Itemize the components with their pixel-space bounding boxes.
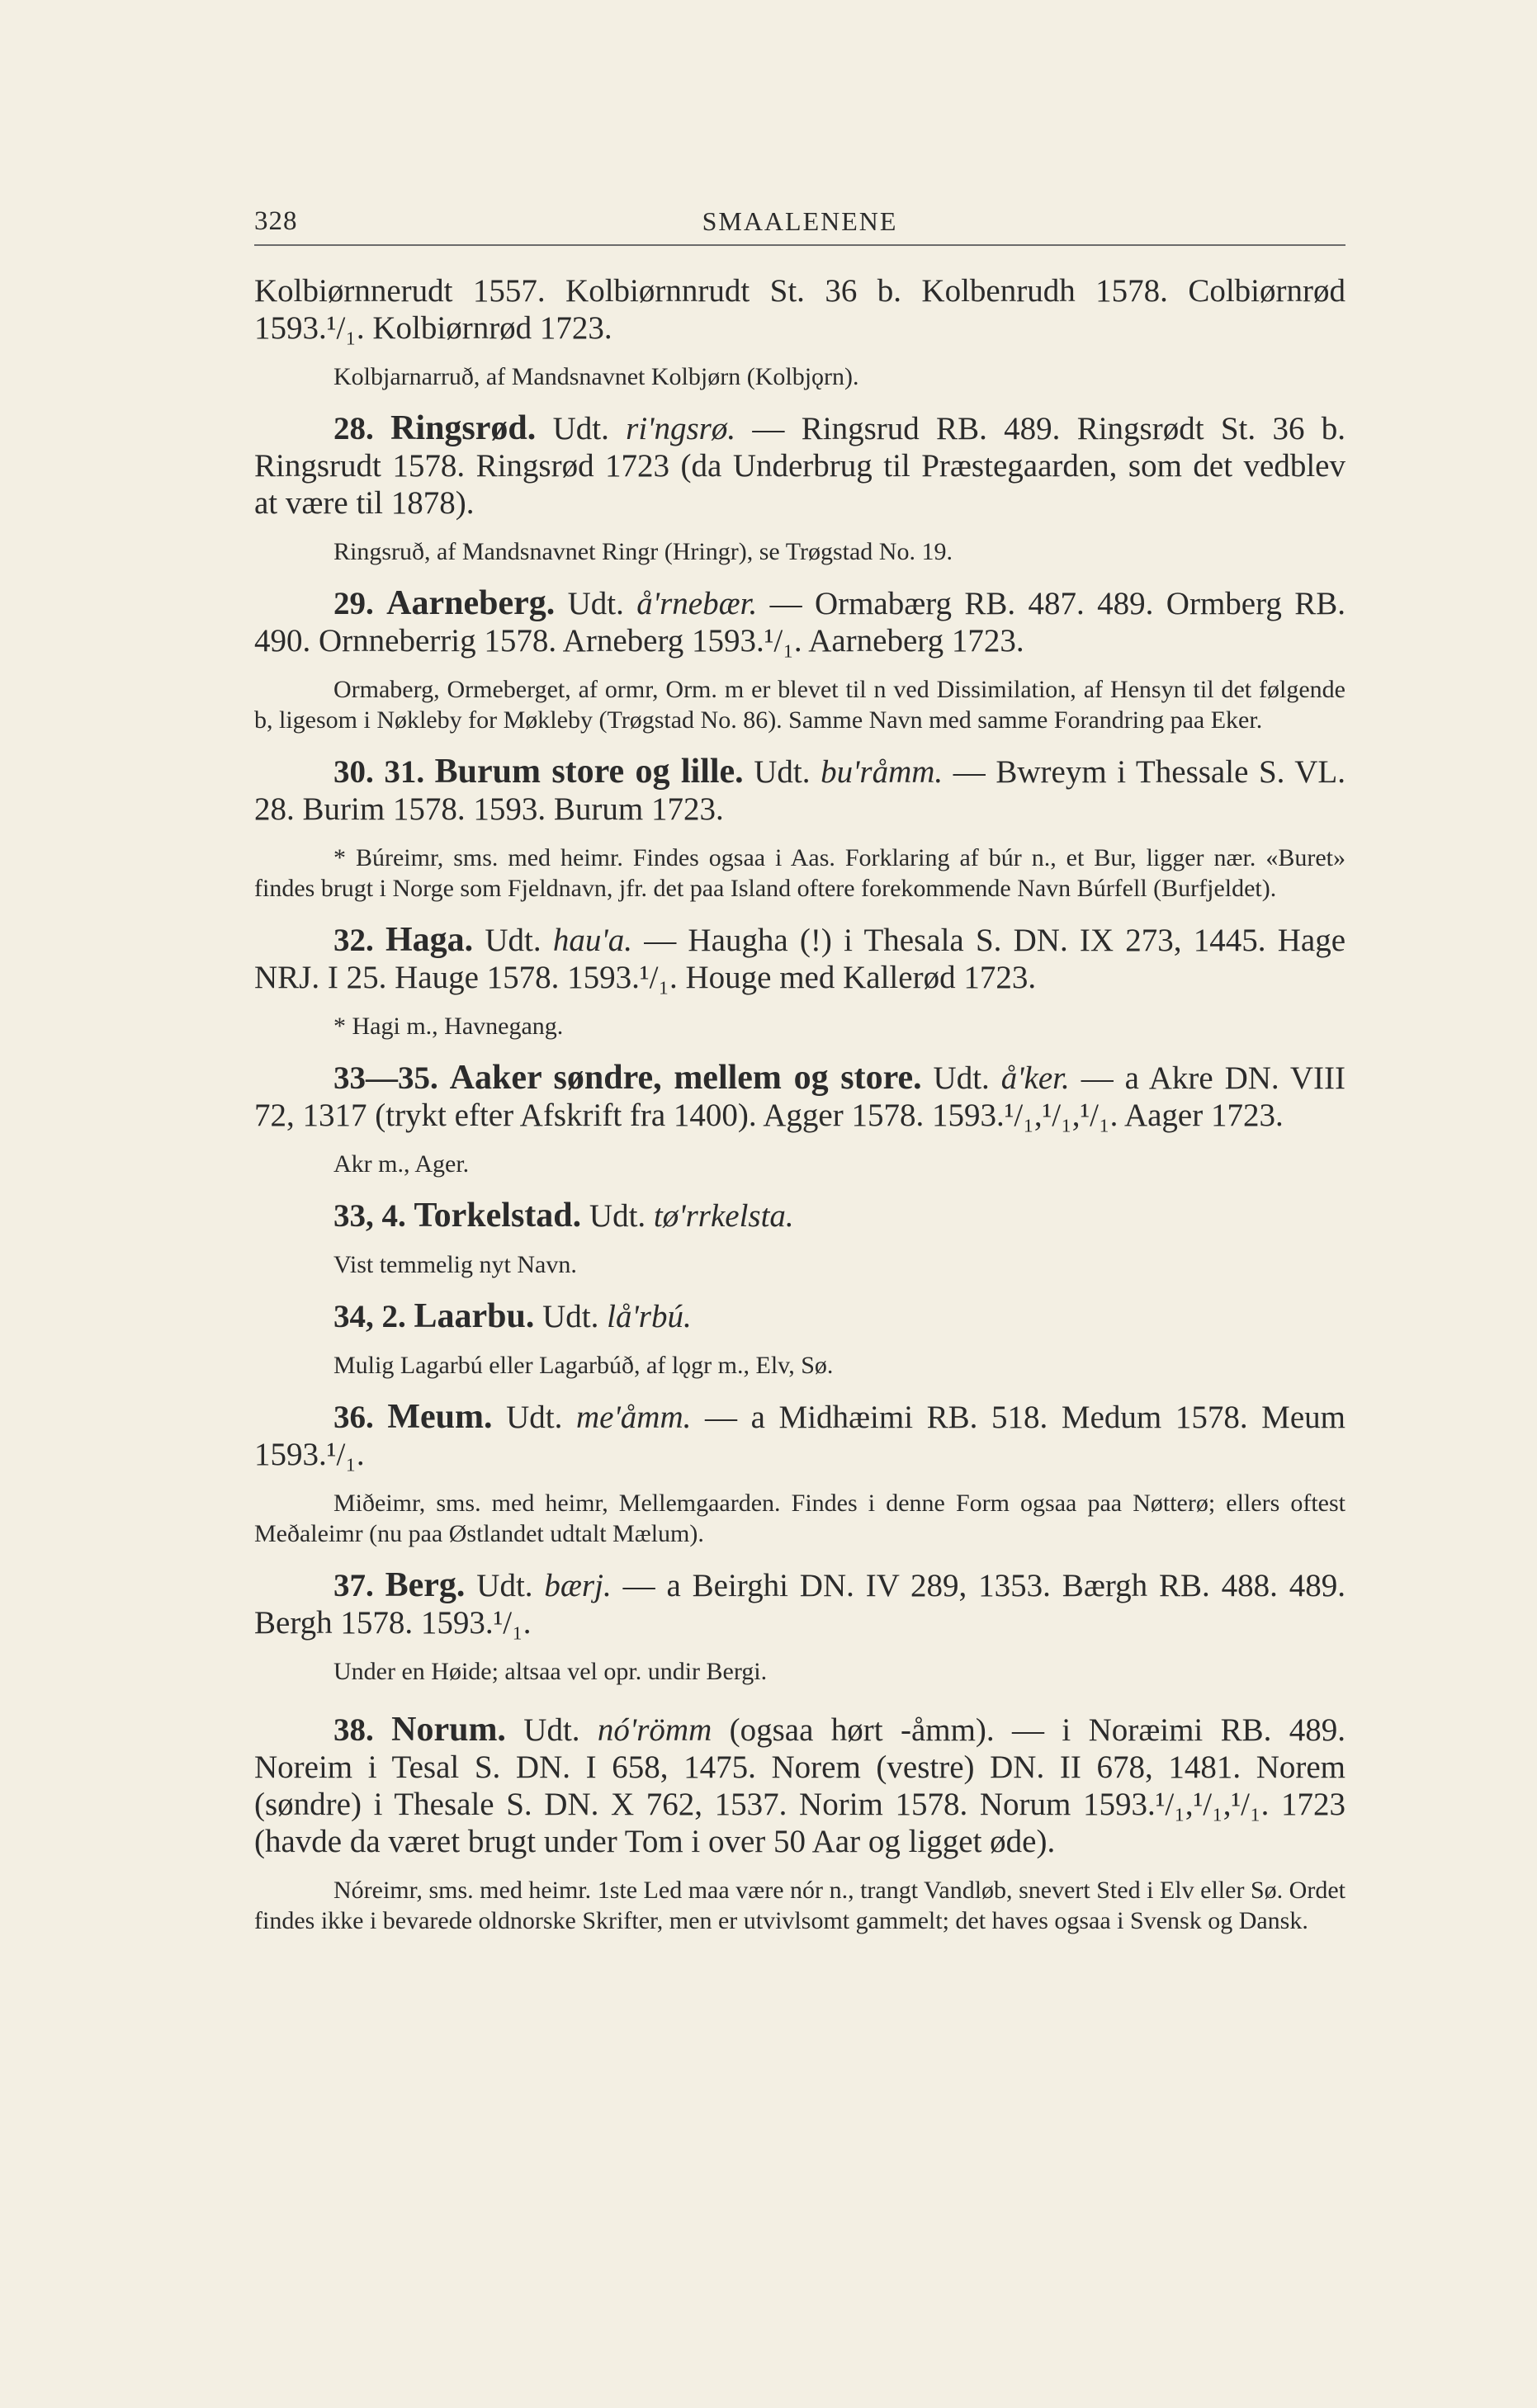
entry-note: Ringsruð, af Mandsnavnet Ringr (Hringr), se Trøgstad No. 19. (333, 538, 953, 565)
pronunciation: tø'rrkelsta. (653, 1198, 794, 1234)
udt-label: Udt. (523, 1712, 580, 1748)
entry-note: Nóreimr, sms. med heimr. 1ste Led maa være nór n., trangt Vandløb, snevert Sted i Elv eller Sø. Ordet findes ikke i bevarede oldnorske Skrifter, men er utvivlsomt gammelt; det haves ogsaa i Svensk og Dansk. (254, 1877, 1345, 1934)
page-header (254, 206, 1345, 246)
farm-name: Norum. (391, 1711, 506, 1749)
entry-note: Akr m., Ager. (333, 1150, 470, 1178)
udt-label: Udt. (567, 586, 624, 621)
entry-30-31 (254, 753, 1345, 904)
udt-label: Udt. (933, 1060, 990, 1096)
entry-text: — Ormabærg RB. 487. 489. Ormberg RB. 490. Ornneberrig 1578. Arneberg 1593.¹/₁. Aarneberg 1723. (254, 586, 1346, 659)
farm-name: Aaker søndre, mellem og store. (449, 1059, 922, 1097)
udt-label: Udt. (589, 1198, 646, 1234)
entry-text: Kolbiørnnerudt 1557. Kolbiørnnrudt St. 36 b. Kolbenrudh 1578. Colbiørnrød 1593.¹/₁. Kolbiørnrød 1723. (254, 273, 1345, 346)
pronunciation: nó'römm (597, 1712, 712, 1748)
entry-main (254, 1712, 1345, 1860)
entry-main (254, 585, 1345, 659)
farm-name: Meum. (387, 1398, 493, 1436)
pronunciation: hau'a. (552, 923, 632, 958)
udt-label: Udt. (552, 411, 609, 446)
entry-kolbjornerud (254, 272, 1345, 392)
pronunciation: ri'ngsrø. (626, 411, 736, 446)
entry-number: 30. 31. (333, 754, 425, 790)
entry-number: 29. (333, 586, 374, 621)
entry-main (254, 1567, 1345, 1641)
farm-name: Ringsrød. (390, 409, 537, 447)
entry-33-4 (254, 1197, 1345, 1280)
entry-text: — a Akre DN. VIII 72, 1317 (trykt efter Afskrift fra 1400). Agger 1578. 1593.¹/₁,¹/₁,¹/₁. Aager 1723. (254, 1060, 1346, 1133)
entry-note: * Búreimr, sms. med heimr. Findes ogsaa i Aas. Forklaring af búr n., et Bur, ligger nær. «Buret» findes brugt i Norge som Fjeldnavn, jfr. det paa Island oftere forekommende Navn Búrfell (Burfjeldet). (254, 844, 1345, 902)
farm-name: Aarneberg. (386, 584, 556, 622)
pronunciation: å'rnebær. (636, 586, 758, 621)
udt-label: Udt. (476, 1568, 533, 1603)
entry-32 (254, 922, 1345, 1041)
entry-29 (254, 585, 1345, 735)
pronunciation: me'åmm. (575, 1400, 692, 1435)
page-number: 328 (254, 206, 298, 236)
pronunciation: bærj. (544, 1568, 612, 1603)
entry-text: (ogsaa hørt -åmm). — i Noræimi RB. 489. Noreim i Tesal S. DN. I 658, 1475. Norem (vestre) DN. II 678, 1481. Norem (søndre) i Thesale S. DN. X 762, 1537. Norim 1578. Norum 1593.¹/₁,¹/₁,¹/₁. 1723 (havde da været brugt under Tom i over 50 Aar og ligget øde). (254, 1712, 1345, 1859)
farm-name: Burum store og lille. (434, 753, 744, 791)
entry-number: 36. (333, 1400, 374, 1435)
entry-main (254, 1298, 1345, 1335)
udt-label: Udt. (485, 923, 541, 958)
udt-label: Udt. (754, 754, 811, 790)
entry-text: — Ringsrud RB. 489. Ringsrødt St. 36 b. Ringsrudt 1578. Ringsrød 1723 (da Underbrug til Præstegaarden, som det vedblev at være til 1878). (254, 411, 1346, 521)
farm-name: Berg. (385, 1566, 466, 1604)
entry-main (254, 753, 1345, 828)
running-head: SMAALENENE (702, 206, 898, 236)
entry-note: Mulig Lagarbú eller Lagarbúð, af lǫgr m., Elv, Sø. (333, 1352, 834, 1379)
entry-28 (254, 410, 1345, 567)
entry-note: Kolbjarnarruð, af Mandsnavnet Kolbjørn (Kolbjǫrn). (333, 363, 859, 390)
entry-main (254, 410, 1345, 522)
udt-label: Udt. (542, 1299, 599, 1334)
entry-38 (254, 1712, 1345, 1936)
entry-number: 33—35. (333, 1060, 438, 1096)
entry-number: 37. (333, 1568, 374, 1603)
entry-number: 28. (333, 411, 374, 446)
farm-name: Haga. (385, 921, 474, 959)
page-body (254, 272, 1345, 1936)
entry-36 (254, 1399, 1345, 1549)
entry-note: Ormaberg, Ormeberget, af ormr, Orm. m er blevet til n ved Dissimilation, af Hensyn til det følgende b, ligesom i Nøkleby for Møkleby (Trøgstad No. 86). Samme Navn med samme Forandring paa Eker. (254, 676, 1345, 734)
entry-text: — Bwreym i Thessale S. VL. 28. Burim 1578. 1593. Burum 1723. (254, 754, 1346, 827)
entry-number: 33, 4. (333, 1198, 406, 1234)
entry-note: Miðeimr, sms. med heimr, Mellemgaarden. Findes i denne Form ogsaa paa Nøtterø; ellers oftest Meðaleimr (nu paa Østlandet udtalt Mælum). (254, 1490, 1345, 1547)
farm-name: Laarbu. (414, 1297, 535, 1335)
entry-note: Vist temmelig nyt Navn. (333, 1251, 577, 1278)
entry-number: 38. (333, 1712, 374, 1748)
entry-main (254, 1399, 1345, 1473)
entry-number: 32. (333, 923, 374, 958)
entry-34-2 (254, 1298, 1345, 1381)
entry-note: * Hagi m., Havnegang. (333, 1013, 564, 1040)
entry-main (254, 1060, 1345, 1134)
entry-main (254, 922, 1345, 996)
pronunciation: lå'rbú. (607, 1299, 692, 1334)
entry-text: — Haugha (!) i Thesala S. DN. IX 273, 1445. Hage NRJ. I 25. Hauge 1578. 1593.¹/₁. Houge med Kallerød 1723. (254, 923, 1346, 995)
entry-number: 34, 2. (333, 1299, 406, 1334)
entry-text: — a Beirghi DN. IV 289, 1353. Bærgh RB. 488. 489. Bergh 1578. 1593.¹/₁. (254, 1568, 1346, 1641)
pronunciation: bu'råmm. (821, 754, 943, 790)
udt-label: Udt. (506, 1400, 563, 1435)
entry-33-35 (254, 1060, 1345, 1179)
pronunciation: å'ker. (1000, 1060, 1070, 1096)
entry-37 (254, 1567, 1345, 1687)
farm-name: Torkelstad. (414, 1197, 582, 1235)
entry-main (254, 1197, 1345, 1235)
entry-note: Under en Høide; altsaa vel opr. undir Bergi. (333, 1658, 768, 1685)
entry-text: — a Midhæimi RB. 518. Medum 1578. Meum 1593.¹/₁. (254, 1400, 1346, 1472)
